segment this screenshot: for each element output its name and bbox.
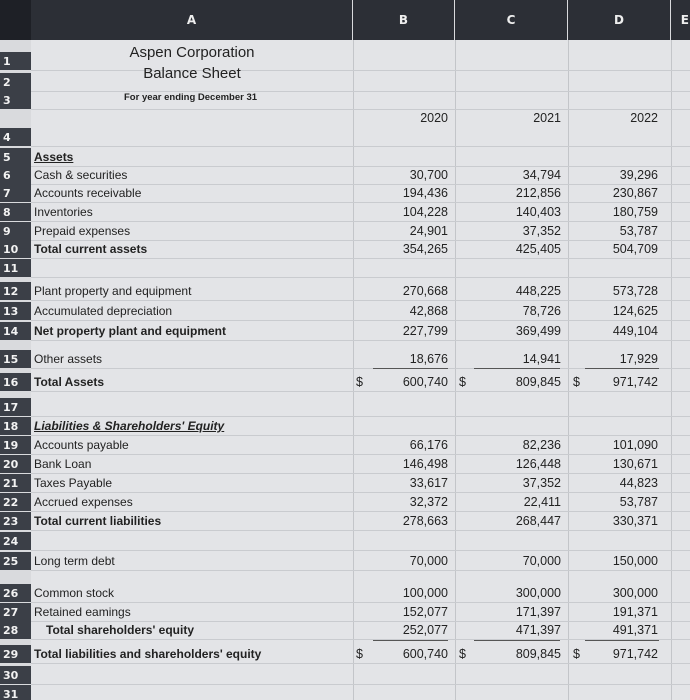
row-gridline	[31, 684, 690, 685]
row-label-13[interactable]: Accumulated depreciation	[34, 304, 173, 318]
row-header-23[interactable]: 23	[0, 512, 31, 530]
value-r13-2021[interactable]: 78,726	[522, 304, 561, 318]
subtotal-rule	[474, 640, 560, 641]
row-label-5[interactable]: Assets	[34, 150, 74, 164]
value-r26-2022[interactable]: 300,000	[612, 586, 658, 600]
value-r25-2020[interactable]: 70,000	[409, 554, 448, 568]
row-label-15[interactable]: Other assets	[34, 352, 103, 366]
row-gridline	[31, 146, 690, 147]
row-label-6[interactable]: Cash & securities	[34, 168, 128, 182]
value-r22-2020[interactable]: 32,372	[409, 495, 448, 509]
row-header-1[interactable]: 1	[0, 52, 31, 70]
select-all-corner[interactable]	[0, 0, 31, 40]
row-header-18[interactable]: 18	[0, 417, 31, 435]
row-gridline	[31, 454, 690, 455]
row-header-10[interactable]: 10	[0, 240, 31, 258]
value-r14-2021[interactable]: 369,499	[515, 324, 561, 338]
row-gridline	[31, 202, 690, 203]
row-label-23[interactable]: Total current liabilities	[34, 514, 162, 528]
year-header-2022[interactable]: 2022	[630, 111, 658, 125]
value-r20-2021[interactable]: 126,448	[515, 457, 561, 471]
row-label-20[interactable]: Bank Loan	[34, 457, 92, 471]
row-gridline	[31, 492, 690, 493]
value-r23-2022[interactable]: 330,371	[612, 514, 658, 528]
row-gridline	[31, 416, 690, 417]
row-header-19[interactable]: 19	[0, 436, 31, 454]
value-r6-2022[interactable]: 39,296	[619, 168, 658, 182]
row-header-13[interactable]: 13	[0, 302, 31, 320]
row-label-22[interactable]: Accrued expenses	[34, 495, 133, 509]
subtotal-rule	[474, 368, 560, 369]
row-header-21[interactable]: 21	[0, 474, 31, 492]
value-r14-2022[interactable]: 449,104	[612, 324, 658, 338]
row-label-25[interactable]: Long term debt	[34, 554, 115, 568]
row-label-9[interactable]: Prepaid expenses	[34, 224, 131, 238]
value-r10-2020[interactable]: 354,265	[402, 242, 448, 256]
value-r26-2021[interactable]: 300,000	[515, 586, 561, 600]
company-name[interactable]: Aspen Corporation	[129, 44, 255, 61]
row-header-20[interactable]: 20	[0, 455, 31, 473]
value-r8-2020[interactable]: 104,228	[402, 205, 448, 219]
row-header-2[interactable]: 2	[0, 73, 31, 91]
row-header-15[interactable]: 15	[0, 350, 31, 368]
column-header-a[interactable]: A	[31, 0, 352, 40]
value-r16-2020[interactable]: 600,740	[402, 375, 448, 389]
row-label-26[interactable]: Common stock	[34, 586, 115, 600]
row-gridline	[31, 473, 690, 474]
value-r23-2020[interactable]: 278,663	[402, 514, 448, 528]
row-gridline	[31, 550, 690, 551]
value-r29-2020[interactable]: 600,740	[402, 647, 448, 661]
column-gridline	[671, 40, 672, 700]
row-label-14[interactable]: Net property plant and equipment	[34, 324, 227, 338]
row-header-12[interactable]: 12	[0, 282, 31, 300]
currency-symbol[interactable]: $	[573, 647, 580, 661]
value-r8-2021[interactable]: 140,403	[515, 205, 561, 219]
statement-title[interactable]: Balance Sheet	[143, 65, 241, 82]
row-label-12[interactable]: Plant property and equipment	[34, 284, 192, 298]
row-gridline	[31, 277, 690, 278]
row-header-14[interactable]: 14	[0, 322, 31, 340]
row-header-11[interactable]: 11	[0, 259, 31, 277]
value-r9-2022[interactable]: 53,787	[619, 224, 658, 238]
currency-symbol[interactable]: $	[573, 375, 580, 389]
value-r19-2022[interactable]: 101,090	[612, 438, 658, 452]
value-r10-2021[interactable]: 425,405	[515, 242, 561, 256]
row-label-19[interactable]: Accounts payable	[34, 438, 129, 452]
row-gridline	[31, 602, 690, 603]
row-gridline	[31, 391, 690, 392]
value-r20-2020[interactable]: 146,498	[402, 457, 448, 471]
row-gridline	[31, 530, 690, 531]
value-r15-2021[interactable]: 14,941	[522, 352, 561, 366]
value-r9-2021[interactable]: 37,352	[522, 224, 561, 238]
row-header-3[interactable]: 3	[0, 91, 31, 109]
value-r22-2021[interactable]: 22,411	[523, 495, 561, 509]
value-r16-2021[interactable]: 809,845	[515, 375, 561, 389]
row-label-10[interactable]: Total current assets	[34, 242, 148, 256]
column-header-e[interactable]: E	[671, 0, 690, 40]
value-r25-2022[interactable]: 150,000	[612, 554, 658, 568]
row-label-8[interactable]: Inventories	[34, 205, 93, 219]
value-r29-2022[interactable]: 971,742	[612, 647, 658, 661]
value-r23-2021[interactable]: 268,447	[515, 514, 561, 528]
column-header-b[interactable]: B	[353, 0, 454, 40]
value-r7-2022[interactable]: 230,867	[612, 186, 658, 200]
subtotal-rule	[373, 640, 448, 641]
row-gridline	[31, 221, 690, 222]
column-gridline	[455, 40, 456, 700]
column-header-c[interactable]: C	[455, 0, 567, 40]
value-r26-2020[interactable]: 100,000	[402, 586, 448, 600]
value-r27-2021[interactable]: 171,397	[515, 605, 561, 619]
row-gridline	[31, 340, 690, 341]
currency-symbol[interactable]: $	[356, 647, 363, 661]
value-r6-2021[interactable]: 34,794	[522, 168, 561, 182]
value-r19-2020[interactable]: 66,176	[409, 438, 448, 452]
row-header-24[interactable]: 24	[0, 532, 31, 550]
row-gridline	[31, 511, 690, 512]
value-r27-2022[interactable]: 191,371	[612, 605, 658, 619]
row-header-31[interactable]: 31	[0, 685, 31, 700]
value-r21-2022[interactable]: 44,823	[619, 476, 658, 490]
value-r22-2022[interactable]: 53,787	[619, 495, 658, 509]
currency-symbol[interactable]: $	[459, 375, 466, 389]
row-header-6[interactable]: 6	[0, 166, 31, 184]
row-header-22[interactable]: 22	[0, 493, 31, 511]
row-header-5[interactable]: 5	[0, 148, 31, 166]
row-label-28[interactable]: Total shareholders' equity	[46, 623, 194, 637]
row-label-27[interactable]: Retained eamings	[34, 605, 131, 619]
row-header-27[interactable]: 27	[0, 603, 31, 621]
row-header-30[interactable]: 30	[0, 666, 31, 684]
value-r9-2020[interactable]: 24,901	[409, 224, 448, 238]
row-header-26[interactable]: 26	[0, 584, 31, 602]
value-r8-2022[interactable]: 180,759	[612, 205, 658, 219]
row-label-29[interactable]: Total liabilities and shareholders' equity	[34, 647, 262, 661]
value-r25-2021[interactable]: 70,000	[522, 554, 561, 568]
row-gridline	[31, 663, 690, 664]
value-r21-2020[interactable]: 33,617	[409, 476, 448, 490]
value-r12-2020[interactable]: 270,668	[402, 284, 448, 298]
row-header-4[interactable]: 4	[0, 128, 31, 146]
row-label-7[interactable]: Accounts receivable	[34, 186, 142, 200]
value-r13-2022[interactable]: 124,625	[612, 304, 658, 318]
value-r28-2022[interactable]: 491,371	[612, 623, 658, 637]
row-header-29[interactable]: 29	[0, 645, 31, 663]
value-r7-2020[interactable]: 194,436	[402, 186, 448, 200]
value-r6-2020[interactable]: 30,700	[409, 168, 448, 182]
row-gridline	[31, 435, 690, 436]
value-r14-2020[interactable]: 227,799	[402, 324, 448, 338]
row-header-16[interactable]: 16	[0, 373, 31, 391]
column-gridline	[568, 40, 569, 700]
row-gridline	[31, 300, 690, 301]
value-r12-2022[interactable]: 573,728	[612, 284, 658, 298]
currency-symbol[interactable]: $	[459, 647, 466, 661]
value-r28-2021[interactable]: 471,397	[515, 623, 561, 637]
row-label-16[interactable]: Total Assets	[34, 375, 105, 389]
year-header-2020[interactable]: 2020	[420, 111, 448, 125]
value-r20-2022[interactable]: 130,671	[612, 457, 658, 471]
row-header-7[interactable]: 7	[0, 184, 31, 202]
row-label-18[interactable]: Liabilities & Shareholders' Equity	[34, 419, 225, 433]
period-label[interactable]: For year ending December 31	[124, 92, 258, 103]
value-r13-2020[interactable]: 42,868	[409, 304, 448, 318]
subtotal-rule	[585, 640, 659, 641]
value-r15-2020[interactable]: 18,676	[409, 352, 448, 366]
value-r29-2021[interactable]: 809,845	[515, 647, 561, 661]
value-r7-2021[interactable]: 212,856	[515, 186, 561, 200]
row-header-25[interactable]: 25	[0, 552, 31, 570]
column-header-d[interactable]: D	[568, 0, 670, 40]
row-header-17[interactable]: 17	[0, 398, 31, 416]
row-gridline	[31, 320, 690, 321]
row-header-28[interactable]: 28	[0, 621, 31, 639]
value-r28-2020[interactable]: 252,077	[402, 623, 448, 637]
subtotal-rule	[585, 368, 659, 369]
year-header-2021[interactable]: 2021	[533, 111, 561, 125]
value-r27-2020[interactable]: 152,077	[402, 605, 448, 619]
value-r21-2021[interactable]: 37,352	[522, 476, 561, 490]
row-gridline	[31, 258, 690, 259]
value-r19-2021[interactable]: 82,236	[522, 438, 561, 452]
currency-symbol[interactable]: $	[356, 375, 363, 389]
column-gridline	[353, 40, 354, 700]
row-label-21[interactable]: Taxes Payable	[34, 476, 113, 490]
value-r10-2022[interactable]: 504,709	[612, 242, 658, 256]
row-header-9[interactable]: 9	[0, 222, 31, 240]
row-gridline	[31, 570, 690, 571]
cell-grid[interactable]	[31, 40, 690, 700]
value-r15-2022[interactable]: 17,929	[619, 352, 658, 366]
row-header-8[interactable]: 8	[0, 203, 31, 221]
value-r16-2022[interactable]: 971,742	[612, 375, 658, 389]
value-r12-2021[interactable]: 448,225	[515, 284, 561, 298]
subtotal-rule	[373, 368, 448, 369]
